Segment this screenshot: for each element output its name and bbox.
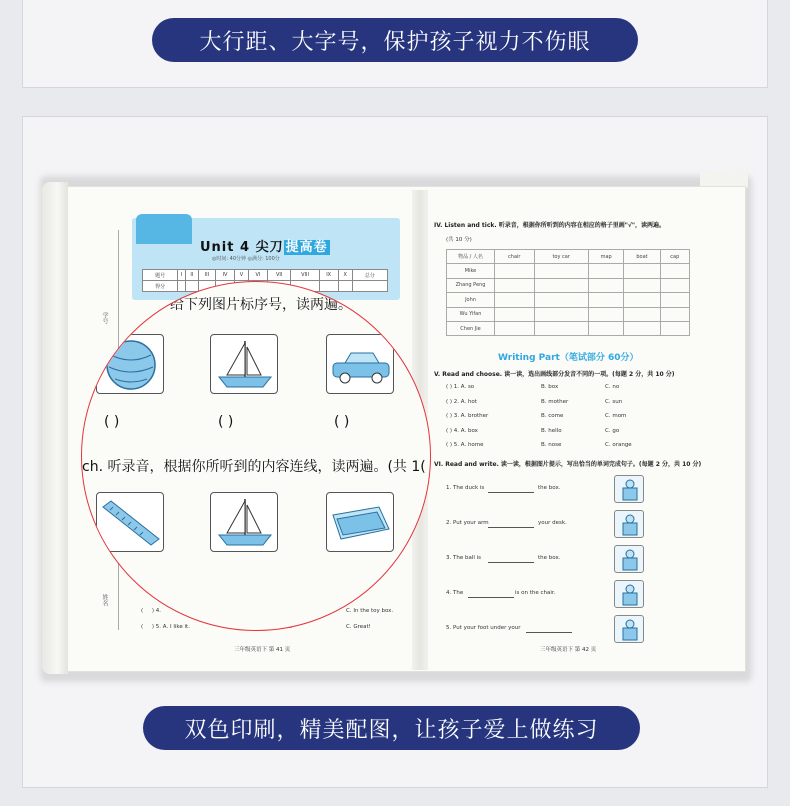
vi-item-text: 5. Put your foot under your xyxy=(446,625,521,631)
v-item-b: B. mother xyxy=(541,398,569,405)
vi-item-text-post: the box. xyxy=(538,485,561,491)
magnifier-lens xyxy=(81,281,431,631)
table-row xyxy=(447,264,690,278)
left-line-5-a: A. I like it. xyxy=(162,624,190,630)
score-header-row xyxy=(143,270,388,281)
vi-picture-icon xyxy=(614,545,644,573)
car-icon xyxy=(327,335,395,395)
sailboat-icon xyxy=(211,335,279,395)
table-row xyxy=(447,307,690,321)
vi-item-text-post: the box. xyxy=(538,555,561,561)
vi-item-text: 4. The xyxy=(446,590,464,596)
v-item-c: C. mom xyxy=(605,413,627,419)
v-item-c: C. sun xyxy=(605,398,623,405)
table-cell: Chen Jie xyxy=(447,321,495,335)
side-label: 姓名 xyxy=(101,594,108,606)
top-banner: 大行距、大字号，保护孩子视力不伤眼 xyxy=(152,18,638,62)
table-cell: Wu Yifan xyxy=(447,307,495,321)
vi-answer-line[interactable] xyxy=(488,562,534,563)
answer-paren: ( ) xyxy=(218,414,234,430)
score-cell: 题号 xyxy=(143,270,178,281)
vi-answer-line[interactable] xyxy=(526,632,572,633)
left-footer: 三年级英语下 第 41 页 xyxy=(234,647,291,653)
answer-paren: ( ) xyxy=(104,414,120,430)
score-cell: 总分 xyxy=(352,270,387,281)
iv-title: IV. Listen and tick. 听录音，根据你所听到的内容在相应的格子里画"√"，读两遍。 xyxy=(434,222,666,229)
table-row xyxy=(447,278,690,292)
v-item-b: B. come xyxy=(541,413,564,419)
table-cell: Mike xyxy=(447,264,495,278)
score-cell: III xyxy=(198,270,215,281)
sailboat-icon xyxy=(211,493,279,553)
v-item-n: ( ) 3. A. brother xyxy=(446,413,489,419)
unit-title xyxy=(200,236,330,255)
v-item-b: B. hello xyxy=(541,427,562,434)
v-title: V. Read and choose. 读一读，选出画线部分发音不同的一项。(每题 2 分，共 10 分) xyxy=(434,371,675,378)
listen-tick-table xyxy=(446,249,690,336)
sailboat-picture xyxy=(210,492,278,552)
vi-item-text: 3. The ball is xyxy=(446,555,482,561)
table-header-row xyxy=(447,250,690,264)
table-cell: toy car xyxy=(534,250,588,264)
vi-answer-line[interactable] xyxy=(488,492,534,493)
table-cell: 物品 / 人名 xyxy=(447,250,495,264)
book-spine xyxy=(42,182,68,674)
table-cell: cap xyxy=(660,250,689,264)
vi-item-text-post: is on the chair. xyxy=(515,590,556,596)
vi-item-text-post: your desk. xyxy=(538,520,567,526)
unit-title-text: Unit 4 尖刀 xyxy=(200,240,284,255)
q1-text: 给下列图片标序号，读两遍。 xyxy=(170,297,352,313)
table-cell: map xyxy=(588,250,624,264)
ruler-picture xyxy=(96,492,164,552)
v-item-c: C. orange xyxy=(605,442,632,448)
v-item-b: B. nose xyxy=(541,442,562,448)
score-cell: IX xyxy=(319,270,338,281)
vi-picture-icon xyxy=(614,510,644,538)
ball-picture xyxy=(96,334,164,394)
table-cell: John xyxy=(447,293,495,307)
right-footer: 三年级英语下 第 42 页 xyxy=(540,647,597,653)
vi-picture-icon xyxy=(614,475,644,503)
table-cell: boat xyxy=(624,250,660,264)
vi-title: VI. Read and write. 读一读，根据图片提示，写出恰当的单词完成句子。(每题 2 分，共 10 分) xyxy=(434,461,702,468)
ruler-icon xyxy=(97,493,165,553)
score-cell: 得分 xyxy=(143,281,178,292)
answer-paren: ( ) xyxy=(334,414,350,430)
table-cell: Zhang Peng xyxy=(447,278,495,292)
car-picture xyxy=(326,334,394,394)
writing-part-heading: Writing Part（笔试部分 60分） xyxy=(498,353,639,363)
v-item-n: ( ) 5. A. home xyxy=(446,442,484,448)
left-line-5: ( ) 5. A. I like it. xyxy=(141,624,190,630)
side-label: 学号 xyxy=(101,312,108,324)
vi-answer-line[interactable] xyxy=(468,597,514,598)
pencil-box-icon xyxy=(327,493,395,553)
left-line-5-c: C. Great! xyxy=(346,624,371,630)
vi-item-text: 2. Put your arm xyxy=(446,520,489,526)
v-item-c: C. go xyxy=(605,427,620,434)
bottom-banner: 双色印刷，精美配图，让孩子爱上做练习 xyxy=(143,706,640,750)
vi-item-text: 1. The duck is xyxy=(446,485,485,491)
sailboat-picture xyxy=(210,334,278,394)
score-cell: V xyxy=(234,270,248,281)
pencil-box-picture xyxy=(326,492,394,552)
left-line-4: ( ) 4. xyxy=(141,608,162,614)
unit-title-highlight: 提高卷 xyxy=(285,240,328,255)
score-cell: X xyxy=(338,270,352,281)
vi-picture-icon xyxy=(614,580,644,608)
table-cell: chair xyxy=(495,250,535,264)
score-cell: VII xyxy=(267,270,291,281)
score-cell: II xyxy=(186,270,199,281)
score-cell: IV xyxy=(216,270,235,281)
unit-meta: ◎时间: 40分钟 ◎满分: 100分 xyxy=(212,256,280,262)
v-item-n: ( ) 2. A. hot xyxy=(446,398,477,405)
q2-text: ch. 听录音，根据你所听到的内容连线，读两遍。(共 1( xyxy=(82,459,426,475)
mascot-badge-icon xyxy=(136,214,192,244)
vi-answer-line[interactable] xyxy=(488,527,534,528)
iv-points: (共 10 分) xyxy=(446,237,472,243)
table-row xyxy=(447,293,690,307)
v-item-n: ( ) 1. A. so xyxy=(446,384,475,390)
ball-icon xyxy=(97,335,165,395)
table-row xyxy=(447,321,690,335)
vi-picture-icon xyxy=(614,615,644,643)
score-cell: VI xyxy=(249,270,268,281)
left-line-4-c: C. In the toy box. xyxy=(346,608,394,614)
v-item-b: B. box xyxy=(541,384,559,390)
score-cell: VIII xyxy=(291,270,319,281)
score-cell: I xyxy=(178,270,186,281)
v-item-c: C. no xyxy=(605,384,620,390)
v-item-n: ( ) 4. A. box xyxy=(446,427,478,434)
